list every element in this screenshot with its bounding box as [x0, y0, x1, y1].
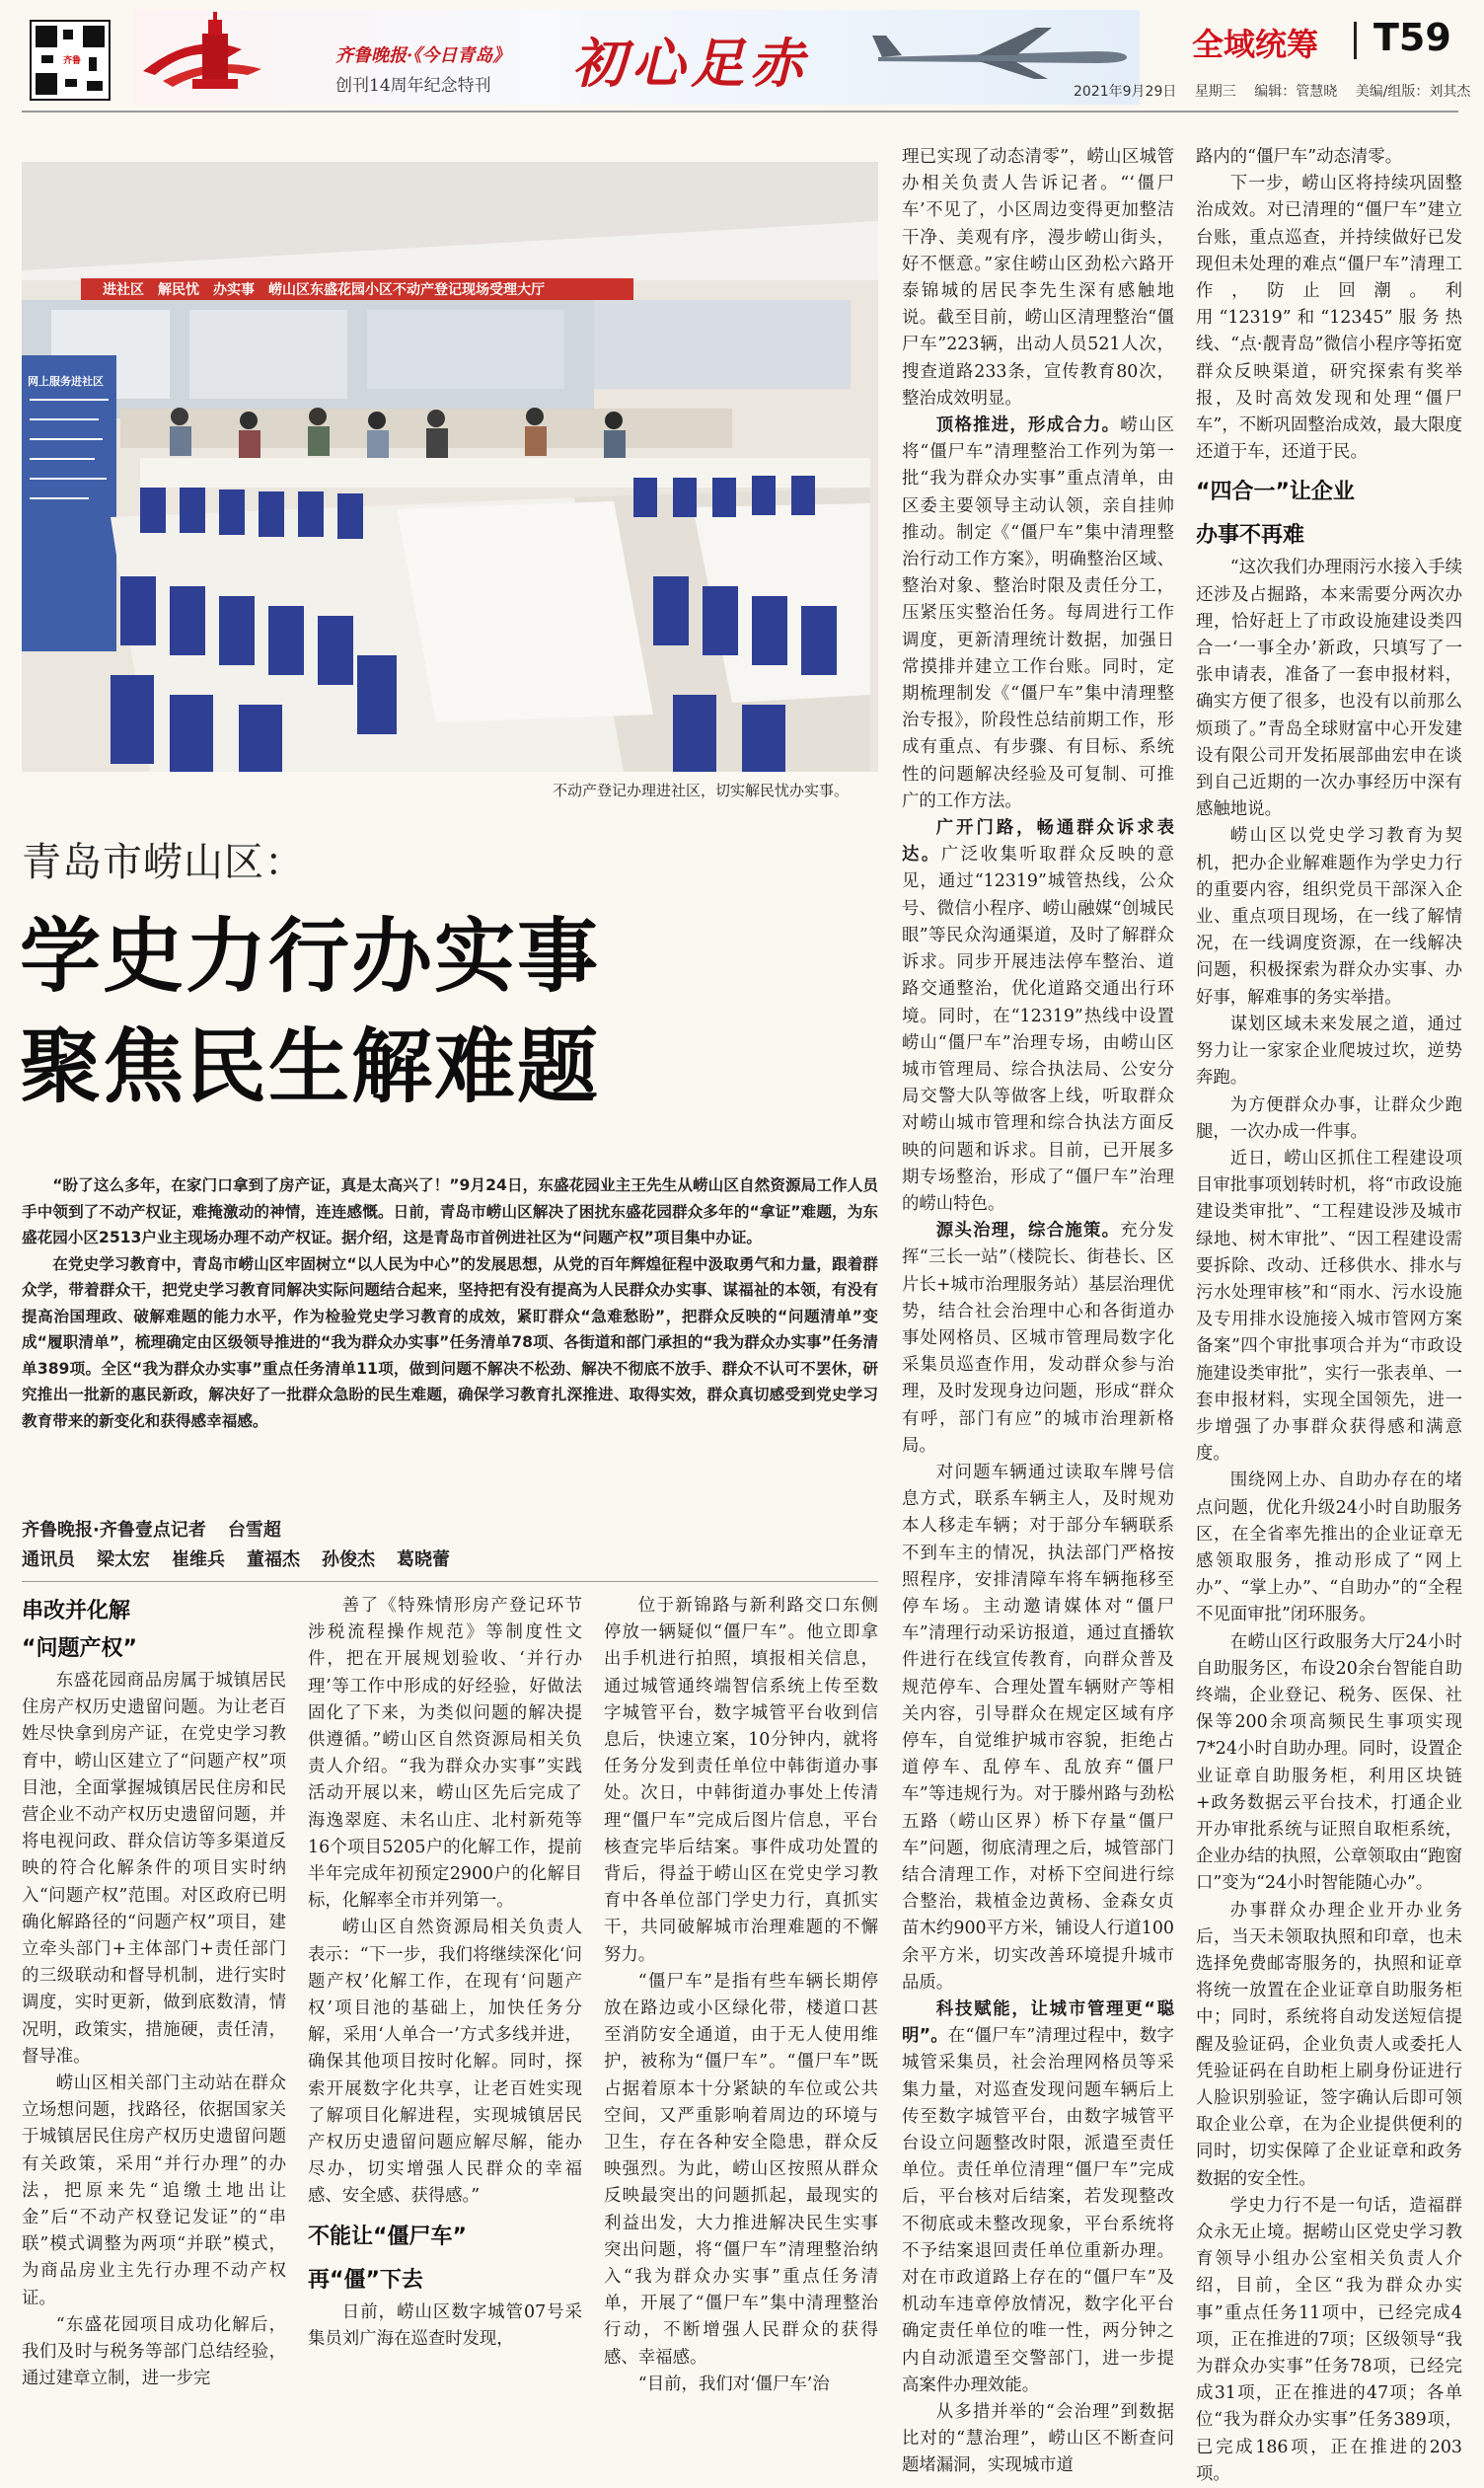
- airplane-icon: [868, 22, 1135, 81]
- paragraph-lead-in: 广开门路，畅通群众诉求表达。: [902, 818, 1174, 866]
- bylines: [22, 1516, 878, 1575]
- byline-reporter: 齐鲁晚报·齐鲁壹点记者 台雪超: [22, 1520, 281, 1541]
- body-paragraph: 为方便群众办事，让群众少跑腿，一次办成一件事。: [1196, 1094, 1462, 1142]
- photo-board-text: 网上服务进社区: [28, 375, 104, 388]
- section-heading: 串改并化解: [22, 1599, 131, 1623]
- header-divider: [1354, 22, 1357, 59]
- body-paragraph: 下一步，崂山区将持续巩固整治成效。对已清理的“僵尸车”建立台账，重点巡查，并持续做好已发现但未处理的难点“僵尸车”清理工作，防止回潮。利用“12319”和“12345”服务热线、“点·靓青岛”微信小程序等拓宽群众反映渠道，研究探索有奖举报，及时高效发现和处理“僵尸车”，不断巩固整治成效，最大限度还道于车，还道于民。: [1196, 174, 1462, 463]
- article-column-3: [604, 1593, 878, 2394]
- calligraphy-title: 初心足赤: [572, 32, 809, 95]
- body-paragraph: 位于新锦路与新利路交口东侧停放一辆疑似“僵尸车”。他立即拿出手机进行拍照，填报相关信息，通过城管通终端智信系统上传至数字城管平台，数字城管平台收到信息后，快速立案，10分钟内，就将任务分发到责任单位中韩街道办事处。次日，中韩街道办事处上传清理“僵尸车”完成后图片信息，平台核查完毕后结案。事件成功处置的背后，得益于崂山区在党史学习教育中各单位部门学史力行，真抓实干，共同破解城市治理难题的不懈努力。: [604, 1596, 878, 1965]
- body-paragraph: 路内的“僵尸车”动态清零。: [1196, 147, 1403, 167]
- body-paragraph: 崂山区相关部门主动站在群众立场想问题，找路径，依据国家关于城镇居民住房产权历史遗留问题有关政策，采用“并行办理”的办法，把原来先“追缴土地出让金”后“不动产权登记发证”的“串联”模式调整为两项“并联”模式，为商品房业主先行办理不动产权证。: [22, 2073, 286, 2308]
- lead-paragraph: 在党史学习教育中，青岛市崂山区牢固树立“以人民为中心”的发展思想，从党的百年辉煌征程中汲取勇气和力量，跟着群众学，带着群众干，把党史学习教育同解决实际问题结合起来，坚持把有没有提高为人民群众办实事、谋福祉的本领，有没有提高治国理政、破解难题的能力水平，作为检验党史学习教育的成效，紧盯群众“急难愁盼”，把群众反映的“问题清单”变成“履职清单”，梳理确定由区级领导推进的“我为群众办实事”任务清单78项、各街道和部门承担的“我为群众办实事”任务清单389项。全区“我为群众办实事”重点任务清单11项，做到问题不解决不松劲、解决不彻底不放手、群众不认可不罢休，研究推出一批新的惠民新政，解决好了一批群众急盼的民生难题，确保学习教育扎深推进、取得实效，群众真切感受到党史学习教育带来的新变化和获得感幸福感。: [22, 1254, 878, 1430]
- body-paragraph: 对问题车辆通过读取车牌号信息方式，联系车辆主人，及时规劝本人移走车辆；对于部分车辆联系不到车主的情况，执法部门严格按照程序，安排清障车将车辆拖移至停车场。主动邀请媒体对“僵尸车”清理行动采访报道，通过直播软件进行在线宣传教育，向群众普及规范停车、合理处置车辆财产等相关内容，引导群众在规定区域有序停车，自觉维护城市容貌，拒绝占道停车、乱停车、乱放弃“僵尸车”等违规行为。对于滕州路与劲松五路（崂山区界）桥下存量“僵尸车”问题，彻底清理之后，城管部门结合清理工作，对桥下空间进行综合整治，栽植金边黄杨、金森女贞苗木约900平方米，铺设人行道100余平方米，切实改善环境提升城市品质。: [902, 1462, 1174, 1993]
- body-paragraph: 善了《特殊情形房产登记环节涉税流程操作规范》等制度性文件，把在开展规划验收、‘并行办理’等工作中形成的好经验，好做法固化了下来，为类似问题的解决提供遵循。”崂山区自然资源局相关负责人介绍。“我为群众办实事”实践活动开展以来，崂山区先后完成了海逸翠庭、未名山庄、北村新苑等16个项目5205户的化解工作，提前半年完成年初预定2900户的化解目标，化解率全市并列第一。: [308, 1596, 582, 1912]
- body-paragraph: “这次我们办理雨污水接入手续还涉及占掘路，本来需要分两次办理，恰好赶上了市政设施建设类四合一‘一事全办’新政，只填写了一张申请表，准备了一套申报材料，确实方便了很多，也没有以前那么烦琐了。”青岛全球财富中心开发建设有限公司开发拓展部曲宏申在谈到自己近期的一次办事经历中深有感触地说。: [1196, 558, 1462, 820]
- body-paragraph: 学史力行不是一句话，造福群众永无止境。据崂山区党史学习教育领导小组办公室相关负责人介绍，目前，全区“我为群众办实事”重点任务11项中，已经完成4项，正在推进的7项；区级领导“我为群众办实事”任务78项，已经完成31项，正在推进的47项；各单位“我为群众办实事”任务389项，已完成186项，正在推进的203项。: [1196, 2195, 1462, 2484]
- body-paragraph: 谋划区域未来发展之道，通过努力让一家家企业爬坡过坎，逆势奔跑。: [1196, 1014, 1462, 1089]
- photo-banner-text: 进社区 解民忧 办实事 崂山区东盛花园小区不动产登记现场受理大厅: [103, 282, 545, 298]
- paragraph-lead-in: 源头治理，综合施策。: [935, 1221, 1121, 1242]
- byline-correspondents: 通讯员 梁太宏 崔维兵 董福杰 孙俊杰 葛晓蕾: [22, 1549, 450, 1570]
- section-heading: 不能让“僵尸车”: [308, 2224, 467, 2249]
- page-header: [0, 0, 1480, 116]
- design-credit: 美编/组版：刘其杰: [1355, 84, 1471, 100]
- landmark-logo-icon: [133, 12, 331, 103]
- photo-caption: 不动产登记办理进社区，切实解民忧办实事。: [553, 782, 850, 799]
- body-paragraph: 理已实现了动态清零”，崂山区城管办相关负责人告诉记者。“‘僵尸车’不见了，小区周边变得更加整洁干净、美观有序，漫步崂山街头，好不惬意。”家住崂山区劲松六路开泰锦城的居民李先生深有感触地说。截至目前，崂山区清理整治“僵尸车”223辆，出动人员521人次，搜查道路233条，宣传教育80次，整治成效明显。: [902, 147, 1174, 409]
- body-paragraph: 在崂山区行政服务大厅24小时自助服务区，布设20余台智能自助终端，企业登记、税务、医保、社保等200余项高频民生事项实现7*24小时自助办理。同时，设置企业证章自助服务柜，利用区块链+政务数据云平台技术，打通企业开办审批系统与证照自取柜系统，企业办结的执照，公章领取由“跑窗口”变为“24小时智能随心办”。: [1196, 1631, 1462, 1894]
- body-paragraph: 顶格推进，形成合力。崂山区将“僵尸车”清理整治工作列为第一批“我为群众办实事”重点清单，由区委主要领导主动认领，亲自挂帅推动。制定《“僵尸车”集中清理整治行动工作方案》，明确整治区域、整治对象、整治时限及责任分工，压紧压实整治任务。每周进行工作调度，更新清理统计数据，加强日常摸排并建立工作台账。同时，定期梳理制发《“僵尸车”集中清理整治专报》，阶段性总结前期工作，形成有重点、有步骤、有目标、系统性的问题解决经验及可复制、可推广的工作方法。: [902, 415, 1174, 811]
- header-info: [1074, 81, 1484, 101]
- lead-paragraph: “盼了这么多年，在家门口拿到了房产证，真是太高兴了！”9月24日，东盛花园业主王先生从崂山区自然资源局工作人员手中领到了不动产权证，难掩激动的神情，连连感慨。日前，青岛市崂山区解决了困扰东盛花园群众多年的“拿证”难题，为东盛花园小区2513户业主现场办理不动产权证。据介绍，这是青岛市首例进社区为“问题产权”项目集中办证。: [22, 1176, 878, 1246]
- article-column-5: [1196, 144, 1462, 2484]
- article-title-line2: 聚焦民生解难题: [20, 1020, 601, 1114]
- article-column-1: [22, 1593, 286, 2389]
- section-title: 全域统筹: [1192, 26, 1319, 63]
- page-number: T59: [1373, 16, 1451, 59]
- body-paragraph: 崂山区以党史学习教育为契机，把办企业解难题作为学史力行的重要内容，组织党员干部深入企业、重点项目现场，在一线了解情况，在一线调度资源，在一线解决问题，积极探索为群众办实事、办好事，解难事的务实举措。: [1196, 826, 1462, 1008]
- body-paragraph: “东盛花园项目成功化解后，我们及时与税务等部门总结经验，通过建章立制，进一步完: [22, 2314, 286, 2389]
- body-paragraph: 日前，崂山区数字城管07号采集员刘广海在巡查时发现，: [308, 2301, 582, 2349]
- qr-label: 齐鲁: [61, 53, 83, 69]
- body-paragraph: “目前，我们对‘僵尸车’治: [637, 2374, 830, 2394]
- weekday: 星期三: [1194, 84, 1236, 100]
- body-paragraph: 近日，崂山区抓住工程建设项目审批事项划转时机，将“市政设施建设类审批”、“工程建设涉及城市绿地、树木审批”、“因工程建设需要拆除、改动、迁移供水、排水与污水处理审核”和“雨水、污水设施及专用排水设施接入城市管网方案备案”四个审批事项合并为“市政设施建设类审批”，实行一张表单、一套申报材料，实现全国领先，进一步增强了办事群众获得感和满意度。: [1196, 1148, 1462, 1465]
- body-paragraph: 办事群众办理企业开办业务后，当天未领取执照和印章，也未选择免费邮寄服务的，执照和证章将统一放置在企业证章自助服务柜中；同时，系统将自动发送短信提醒及验证码，企业负责人或委托人凭验证码在自助柜上刷身份证进行人脸识别验证，签字确认后即可领取企业公章，在为企业提供便利的同时，切实保障了企业证章和政务数据的安全性。: [1196, 1900, 1462, 2189]
- body-paragraph: 崂山区自然资源局相关负责人表示：“下一步，我们将继续深化‘问题产权’化解工作，在现有‘问题产权’项目池的基础上，加快任务分解，采用‘人单合一’方式多线并进，确保其他项目按时化解。同时，探索开展数字化共享，让老百姓实现了解项目化解进程，实现城镇居民产权历史遗留问题应解尽解，能办尽办，切实增强人民群众的幸福感、安全感、获得感。”: [308, 1918, 582, 2207]
- paragraph-lead-in: 顶格推进，形成合力。: [935, 415, 1121, 436]
- byline-rule: [22, 1581, 878, 1582]
- body-paragraph: 围绕网上办、自助办存在的堵点问题，优化升级24小时自助服务区，在全省率先推出的企业证章无感领取服务，推动形成了“网上办”、“掌上办”、“自助办”的“全程不见面审批”闭环服务。: [1196, 1470, 1462, 1625]
- editor-credit: 编辑：管慧晓: [1254, 84, 1338, 100]
- article-column-4: [902, 144, 1174, 2476]
- article-lead: [22, 1172, 878, 1434]
- body-paragraph: 科技赋能，让城市管理更“聪明”。在“僵尸车”清理过程中，数字城管采集员，社会治理网格员等采集力量，对巡查发现问题车辆后上传至数字城管平台，由数字城管平台设立问题整改时限，派遣至责任单位。责任单位清理“僵尸车”完成后，平台核对后结案，若发现整改不彻底或未整改现象，平台系统将不予结案退回责任单位重新办理。对在市政道路上存在的“僵尸车”及机动车违章停放情况，数字化平台确定责任单位的唯一性，两分钟之内自动派遣至交警部门，进一步提高案件办理效能。: [902, 1999, 1174, 2395]
- section-heading: 办事不再难: [1196, 523, 1305, 549]
- service-hall-photo: [22, 162, 878, 772]
- article-subtitle: 青岛市崂山区：: [22, 840, 305, 885]
- body-paragraph: “僵尸车”是指有些车辆长期停放在路边或小区绿化带，楼道口甚至消防安全通道，由于无人使用维护，被称为“僵尸车”。“僵尸车”既占据着原本十分紧缺的车位或公共空间，又严重影响着周边的环境与卫生，存在各种安全隐患，群众反映强烈。为此，崂山区按照从群众反映最突出的问题抓起，最现实的利益出发，大力推进解决民生实事突出问题，将“僵尸车”清理整治纳入“我为群众办实事”重点任务清单，开展了“僵尸车”集中清理整治行动，不断增强人民群众的获得感、幸福感。: [604, 1971, 878, 2368]
- section-heading: “四合一”让企业: [1196, 480, 1355, 505]
- qr-code[interactable]: [30, 20, 111, 101]
- section-heading: 再“僵”下去: [308, 2267, 423, 2293]
- article-column-2: [308, 1593, 582, 2363]
- newspaper-name: 齐鲁晚报·《今日青岛》: [335, 45, 511, 66]
- body-paragraph: 源头治理，综合施策。充分发挥“三长一站”（楼院长、街巷长、区片长+城市治理服务站）基层治理优势，结合社会治理中心和各街道办事处网格员、区城市管理局数字化采集员巡查作用，发动群众参与治理，及时发现身边问题，形成“群众有呼，部门有应”的城市治理新格局。: [902, 1221, 1174, 1456]
- body-paragraph: 从多措并举的“会治理”到数据比对的“慧治理”，崂山区不断查问题堵漏洞，实现城市道: [902, 2402, 1174, 2476]
- body-paragraph: 广开门路，畅通群众诉求表达。广泛收集听取群众反映的意见，通过“12319”城管热线，公众号、微信小程序、崂山融媒“创城民眼”等民众沟通渠道，及时了解群众诉求。同步开展违法停车整治、道路交通整治，优化道路交通出行环境。同时，在“12319”热线中设置崂山“僵尸车”治理专场，由崂山区城市管理局、综合执法局、公安分局交警大队等做客上线，听取群众对崂山城市管理和综合执法方面反映的问题和诉求。目前，已开展多期专场整治，形成了“僵尸车”治理的崂山特色。: [902, 818, 1174, 1214]
- article-title-line1: 学史力行办实事: [20, 910, 601, 1004]
- anniversary-label: 创刊14周年纪念特刊: [335, 76, 491, 96]
- section-heading: “问题产权”: [22, 1636, 137, 1661]
- paragraph-lead-in: 科技赋能，让城市管理更“聪明”。: [902, 1999, 1174, 2047]
- header-rule: [22, 111, 1458, 113]
- body-paragraph: 东盛花园商品房属于城镇居民住房产权历史遗留问题。为让老百姓尽快拿到房产证，在党史学习教育中，崂山区建立了“问题产权”项目池，全面掌握城镇居民住房和民营企业不动产权历史遗留问题，并将电视问政、群众信访等多渠道反映的符合化解条件的项目实时纳入“问题产权”范围。对区政府已明确化解路径的“问题产权”项目，建立牵头部门+主体部门+责任部门的三级联动和督导机制，进行实时调度，实时更新，做到底数清，情况明，政策实，措施硬，责任清，督导准。: [22, 1671, 286, 2067]
- issue-date: 2021年9月29日: [1074, 84, 1177, 100]
